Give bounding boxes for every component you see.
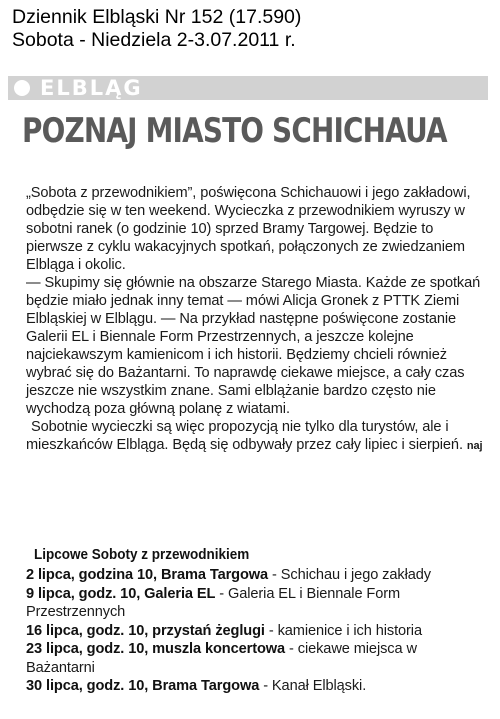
section-name: ELBLĄG xyxy=(40,76,143,100)
schedule-topic: Galeria EL i Biennale Form Przestrzennych xyxy=(26,585,401,620)
schedule-separator: - xyxy=(285,641,298,657)
schedule-box xyxy=(26,545,488,696)
schedule-item xyxy=(26,677,488,696)
schedule-topic: Kanał Elbląski. xyxy=(271,678,367,694)
schedule-topic: ciekawe miejsca w Bażantarni xyxy=(26,641,417,676)
schedule-separator: - xyxy=(264,622,278,639)
author-signature: naj xyxy=(466,440,483,452)
clipping-header xyxy=(12,6,301,52)
article-body xyxy=(26,184,488,455)
schedule-item xyxy=(26,640,488,677)
publication-line: Dziennik Elbląski Nr 152 (17.590) xyxy=(12,6,302,28)
schedule-topic: Schichau i jego zakłady xyxy=(280,567,431,583)
paragraph xyxy=(26,418,488,455)
schedule-separator: - xyxy=(259,678,272,694)
schedule-topic: kamienice i ich historia xyxy=(277,622,422,639)
paragraph: — Skupimy się głównie na obszarze Starego Miasta. Każde ze spotkań będzie miało jednak inny temat — mówi Alicja Gronek z PTTK Ziemi Elbląskiej w Elblągu. — Na przykład następne poświęcone zostanie Galerii EL i Biennale Form Przestrzennych, a jeszcze kolejne najciekawszym kamienicom i ich historii. Będziemy chcieli również wybrać się do Bażantarni. To naprawdę ciekawe miejsce, a cały czas jeszcze nie wszystkim znane. Sami elblążanie bardzo często nie wychodzą poza główną polanę z wiatami. xyxy=(26,275,481,417)
schedule-when: 16 lipca, godz. 10, przystań żeglugi xyxy=(26,622,265,639)
schedule-item xyxy=(26,566,488,585)
date-line: Sobota - Niedziela 2-3.07.2011 r. xyxy=(12,29,296,51)
schedule-when: 2 lipca, godzina 10, Brama Targowa xyxy=(26,567,269,583)
schedule-title: Lipcowe Soboty z przewodnikiem xyxy=(34,546,250,563)
schedule-separator: - xyxy=(268,567,281,583)
schedule-when: 23 lipca, godz. 10, muszla koncertowa xyxy=(26,641,286,657)
bullet-dot-icon xyxy=(14,80,30,96)
schedule-when: 30 lipca, godz. 10, Brama Targowa xyxy=(26,678,260,694)
schedule-separator: - xyxy=(215,585,228,602)
schedule-item xyxy=(26,622,488,641)
paragraph: „Sobota z przewodnikiem”, poświęcona Schichauowi i jego zakładowi, odbędzie się w ten weekend. Wycieczka z przewodnikiem wyruszy w sobotni ranek (o godzinie 10) sprzed Bramy Targowej. Będzie to pierwsze z cyklu wakacyjnych spotkań, połączonych ze zwiedzaniem Elbląga i okolic. xyxy=(26,185,471,273)
schedule-item xyxy=(26,585,488,622)
schedule-when: 9 lipca, godz. 10, Galeria EL xyxy=(26,585,216,602)
paragraph-text: Sobotnie wycieczki są więc propozycją nie tylko dla turystów, ale i mieszkańców Elbląga. Będą się odbywały przez cały lipiec i sierpień. xyxy=(26,419,463,453)
headline: POZNAJ MIASTO SCHICHAUA xyxy=(22,111,447,151)
